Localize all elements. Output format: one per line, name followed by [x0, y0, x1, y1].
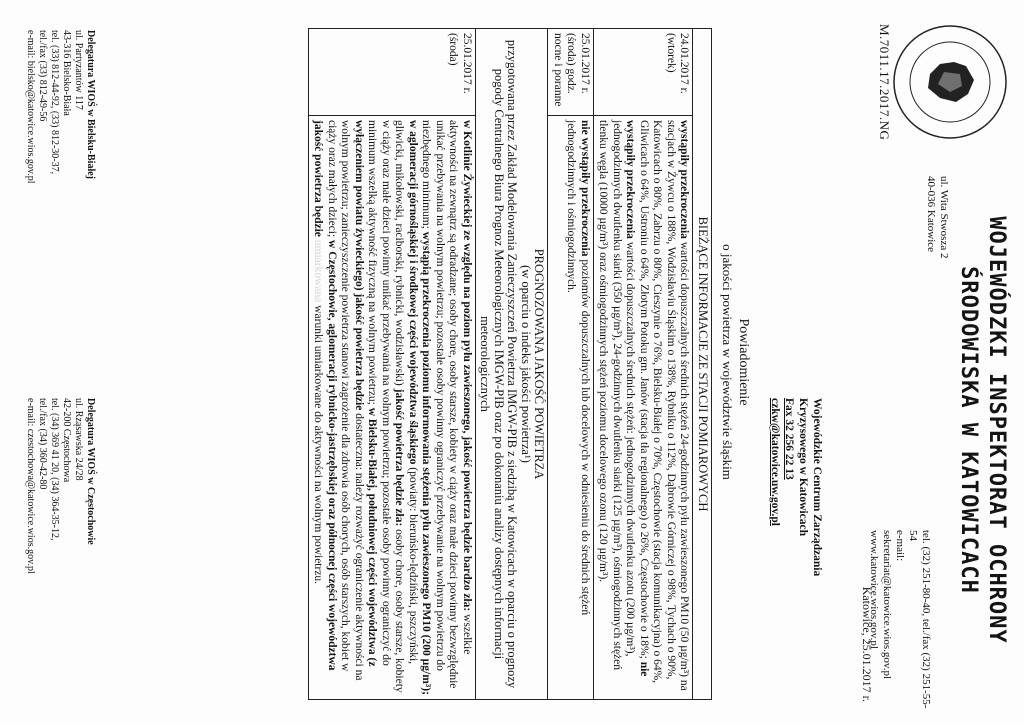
no-exceedance-text: poziomów dopuszczalnych lub docelowych w odniesieniu do średnich stężeń jednogodzinnych i ośmiogodzinnych.	[565, 120, 591, 616]
forecast-p4-stamp: umiarkowana	[312, 239, 325, 303]
forecast-p1-bold: w Kotlinie Żywieckiej ze względu na poziom pyłu zawieszonego, jakość powietrza będzie bardzo zła:	[461, 120, 473, 612]
forecast-header-cell	[476, 29, 549, 700]
address-city: 40-036 Katowice	[925, 176, 937, 253]
current-info-header: BIEŻĄCE INFORMACJE ZE STACJI POMIAROWYCH	[693, 29, 712, 700]
footer-left-tel: tel. (33) 812-44-92, (33) 812-30-37,	[49, 30, 60, 175]
institution-title-line1: WOJEWÓDZKI INSPEKTORAT OCHRONY	[984, 216, 1009, 644]
footer-right-street: ul. Rząsawska 24/28	[73, 398, 84, 481]
institution-title-line2: ŚRODOWISKA W KATOWICACH	[956, 266, 981, 594]
forecast-p3-bold: w Bielsku-Białej, południowej części województwa (z wyłączeniem powiatu żywieckiego) jakość powietrza będzie	[353, 120, 379, 667]
row-time: nocne i poranne	[552, 33, 564, 107]
header-www: www.katowice.wios.gov.pl	[868, 530, 880, 649]
place-date: Katowice, 25.01.2017 r.	[860, 586, 874, 702]
exceedance-intro: wystąpiły przekroczenia	[678, 120, 691, 239]
forecast-p3: dostateczna: należy rozważyć ograniczenie aktywności na wolnym powietrzu; zanieczyszczenie powietrza stanowi zagrożenie dla zdrowia osób chorych, osób starszych, kobiet w ciąży oraz małych dzieci;	[326, 120, 365, 681]
exceedance-text: wartości dopuszczalnych średnich stężeń 24-godzinnych pyłu zawieszonego PM10 (50 µg/m³) na stacjach w Żywcu o 188%, Wodzisławiu Śląskim o 138%, Rybniku o 112%, Dąbrowie Górniczej o 98%, Tychach o 90%, Katowicach o 80%, Zabrzu o 80%, Cieszynie o 76%, Bielsku-Białej o 70%, Częstochowie (stacja komunikacyjna) o 64%, Gliwicach o 64%, Ustroniu o 64%, Złotym Potoku gm. Janów (stacja tła regionalnego) o 26%, Częstochowie o 18%;	[638, 120, 691, 691]
notice-heading	[719, 0, 752, 724]
forecast-p1-bold2: wystąpią przekroczenia poziomu informowania stężenia pyłu zawieszonego PM10 (200 µg/m³);	[420, 231, 433, 695]
footer-czestochowa	[24, 398, 96, 574]
forecast-p2: (powiaty: bieruńsko-lędziński, pszczyński, gliwicki, mikołowski, raciborski, rybnicki, wodzisławski)	[393, 120, 419, 665]
footer-right-name: Delegatura WIOŚ w Częstochowie	[85, 398, 96, 545]
recipient-line1: Wojewódzkie Centrum Zarządzania	[811, 398, 823, 577]
row-day: (środa) godz.	[565, 33, 578, 94]
forecast-p2b: osoby chore, osoby starsze, kobiety w ciąży oraz małe dzieci powinny unikać przebywania na wolnym powietrzu; pozostałe osoby powinny ograniczyć do minimum wszelką aktywność fizyczną na wolnym powietrzu;	[366, 120, 406, 693]
table-row	[594, 29, 694, 700]
address-street: ul. Wita Stwosza 2	[938, 176, 950, 259]
document-code: M.7011.17.2017.NG	[877, 24, 892, 141]
forecast-header: PROGNOZOWANA JAKOŚĆ POWIETRZA	[532, 248, 547, 480]
wios-logo-emblem	[890, 22, 1010, 142]
row-day: (środa)	[447, 33, 460, 66]
forecast-p2-bold: w aglomeracji górnośląskiej i środkowej części województwa śląskiego	[407, 120, 419, 465]
recipient-line2: Kryzysowego w Katowicach	[797, 398, 809, 536]
notice-title: Powiadomienie	[736, 318, 751, 406]
recipient-email: czkw@katowice.uw.gov.pl	[769, 398, 781, 526]
footer-right-tel: tel. (34) 369 41 20, (34) 364-35-12,	[49, 398, 60, 541]
footer-left-email: e-mail: bielsko@katowice.wios.gov.pl	[25, 30, 36, 184]
footer-right-email: e-mail: czestochowa@katowice.wios.gov.pl	[25, 398, 36, 574]
footer-left-fax: tel./fax (33) 812-49-56	[37, 30, 48, 122]
forecast-p4-bold: w Częstochowie, aglomeracji rybnicko-jastrzębskiej oraz północnej części województwa jakość powietrza będzie	[312, 120, 338, 671]
forecast-p1: wszelkie aktywności na zewnątrz są odradzane; osoby chore, osoby starsze, kobiety w ciąży oraz małe dzieci powinny bezwzględnie unikać przebywania na wolnym powietrzu; pozostałe osoby powinny ograniczyć przebywanie na wolnym powietrzu do niezbędnego minimum;	[420, 120, 473, 689]
row-date: 24.01.2017 r.	[678, 33, 691, 94]
row-date: 25.01.2017 r.	[579, 33, 591, 94]
header-phone: tel. (32) 251-80-40, tel./fax (32) 251-55-54	[907, 530, 932, 709]
table-row	[309, 29, 476, 700]
footer-right-fax: tel./fax (34) 360-42-80	[37, 398, 48, 490]
footer-right-city: 42-200 Częstochowa	[61, 398, 72, 483]
footer-left-name: Delegatura WIOŚ w Bielsku-Białej	[85, 30, 96, 179]
row-day: (wtorek)	[665, 33, 677, 73]
notice-subtitle: o jakości powietrza w województwie śląskim	[720, 244, 735, 480]
footer-bielsko	[24, 30, 96, 184]
footer-left-city: 43-316 Bielsko-Biała	[61, 30, 72, 116]
no-exceedance-intro: nie wystąpiły przekroczenia	[624, 120, 650, 677]
recipient	[768, 398, 824, 576]
footer-left-street: ul. Partyzantów 117	[73, 30, 84, 110]
forecast-p2-bold2: jakość powietrza będzie zła:	[393, 388, 406, 527]
air-quality-table	[308, 28, 712, 700]
forecast-sub2: przygotowana przez Zakład Modelowania Zanieczyszczeń Powietrza IMGW-PIB z siedzibą w Katowicach w oparciu o prognozy pogody Centralnego Biura Prognoz Meteorologicznych IMGW-PIB oraz po dokonaniu analizy dostępnych informacji meteorologicznych	[478, 39, 520, 689]
table-row	[548, 29, 594, 700]
no-exceedance-text: wartości dopuszczalnych średnich stężeń: jednogodzinnych dwutlenku azotu (200 µg/m³), jednogodzinnych dwutlenku siarki (350 µg/m³), 24-godzinnych dwutlenku siarki (125 µg/m³), ośmiogodzinnych stężeń tlenku węgla (10000 µg/m³) oraz ośmiogodzinnych stężeń poziomu docelowego ozonu (120 µg/m³).	[597, 120, 637, 671]
header-email: e-mail: sekretariat@katowice.wios.gov.pl	[881, 530, 906, 680]
no-exceedance-intro: nie wystąpiły przekroczenia	[579, 120, 591, 257]
forecast-sub1: (w oparciu o indeks jakości powietrza¹)	[519, 265, 533, 463]
recipient-fax: Fax 32 256 22 13	[783, 398, 795, 480]
forecast-p4: warunki umiarkowane do aktywności na wolnym powietrzu.	[312, 305, 325, 585]
institution-header	[868, 150, 1010, 710]
row-date: 25.01.2017 r.	[461, 33, 473, 94]
